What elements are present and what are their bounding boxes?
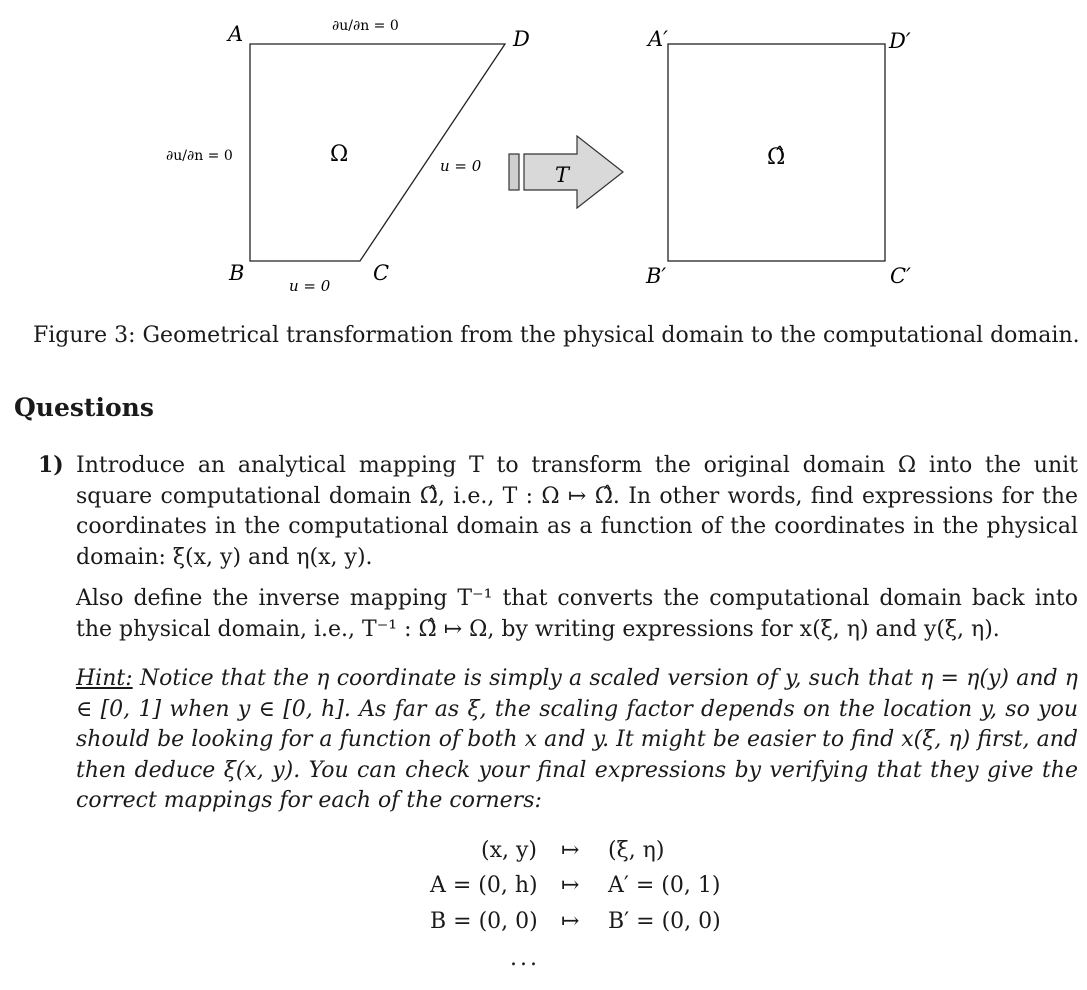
hint-paragraph bbox=[76, 664, 1078, 817]
transformation-arrow bbox=[524, 136, 623, 208]
mapping-arrow-2: ↦ bbox=[561, 909, 580, 934]
label-A: A bbox=[228, 22, 244, 46]
bc-top: ∂u/∂n = 0 bbox=[332, 18, 399, 34]
arrow-tail-block bbox=[509, 154, 519, 190]
label-B: B bbox=[229, 261, 245, 285]
label-C-prime: C′ bbox=[890, 264, 911, 288]
question-paragraph-1: Introduce an analytical mapping T to transform the original domain Ω into the unit square computational domain Ω̂, i.e., T : Ω ↦ Ω̂. In other words, find expressions for the coordinates in the computational domain as a function of the coordinates in the physical domain: ξ(x, y) and η(x, y). bbox=[76, 453, 1078, 570]
omega-label: Ω bbox=[330, 142, 349, 167]
mapping-lhs-2: B = (0, 0) bbox=[430, 909, 538, 934]
label-A-prime: A′ bbox=[648, 27, 668, 51]
bc-left: ∂u/∂n = 0 bbox=[166, 148, 233, 164]
bc-slant: u = 0 bbox=[440, 157, 482, 175]
hint-label: Hint: bbox=[76, 666, 133, 691]
section-title: Questions bbox=[14, 393, 154, 422]
mapping-lhs-1: A = (0, h) bbox=[430, 873, 538, 898]
question-paragraph-2: Also define the inverse mapping T⁻¹ that converts the computational domain back into the physical domain, i.e., T⁻¹ : Ω̂ ↦ Ω, by writing expressions for x(ξ, η) and y(ξ, η). bbox=[76, 586, 1078, 642]
transformation-figure bbox=[0, 0, 1087, 310]
arrow-label: T bbox=[555, 163, 570, 187]
label-C: C bbox=[373, 261, 390, 285]
label-D-prime: D′ bbox=[889, 29, 911, 53]
omega-hat-label: Ω̂ bbox=[767, 145, 786, 170]
physical-domain bbox=[250, 44, 505, 261]
figure-caption: Figure 3: Geometrical transformation from the physical domain to the computational domain. bbox=[33, 323, 1080, 348]
mapping-rhs-2: B′ = (0, 0) bbox=[608, 909, 721, 934]
question-number: 1) bbox=[38, 452, 64, 478]
mapping-arrow-1: ↦ bbox=[561, 873, 580, 898]
mapping-rhs-0: (ξ, η) bbox=[608, 838, 665, 863]
hint-text: Notice that the η coordinate is simply a scaled version of y, such that η = η(y) and η ∈ [0, 1] when y ∈ [0, h]. As far as ξ, the scaling factor depends on the location y, so you should be looking for a function of both x and y. It might be easier to find x(ξ, η) first, and then deduce ξ(x, y). You can check your final expressions by verifying that they give the correct mappings for each of the corners: bbox=[76, 666, 1078, 813]
label-D: D bbox=[513, 27, 530, 51]
label-B-prime: B′ bbox=[646, 264, 667, 288]
bc-bottom: u = 0 bbox=[289, 277, 331, 295]
mapping-ellipsis: ... bbox=[510, 946, 540, 971]
mapping-rhs-1: A′ = (0, 1) bbox=[608, 873, 721, 898]
mapping-arrow-0: ↦ bbox=[561, 838, 580, 863]
mapping-lhs-0: (x, y) bbox=[481, 838, 537, 863]
